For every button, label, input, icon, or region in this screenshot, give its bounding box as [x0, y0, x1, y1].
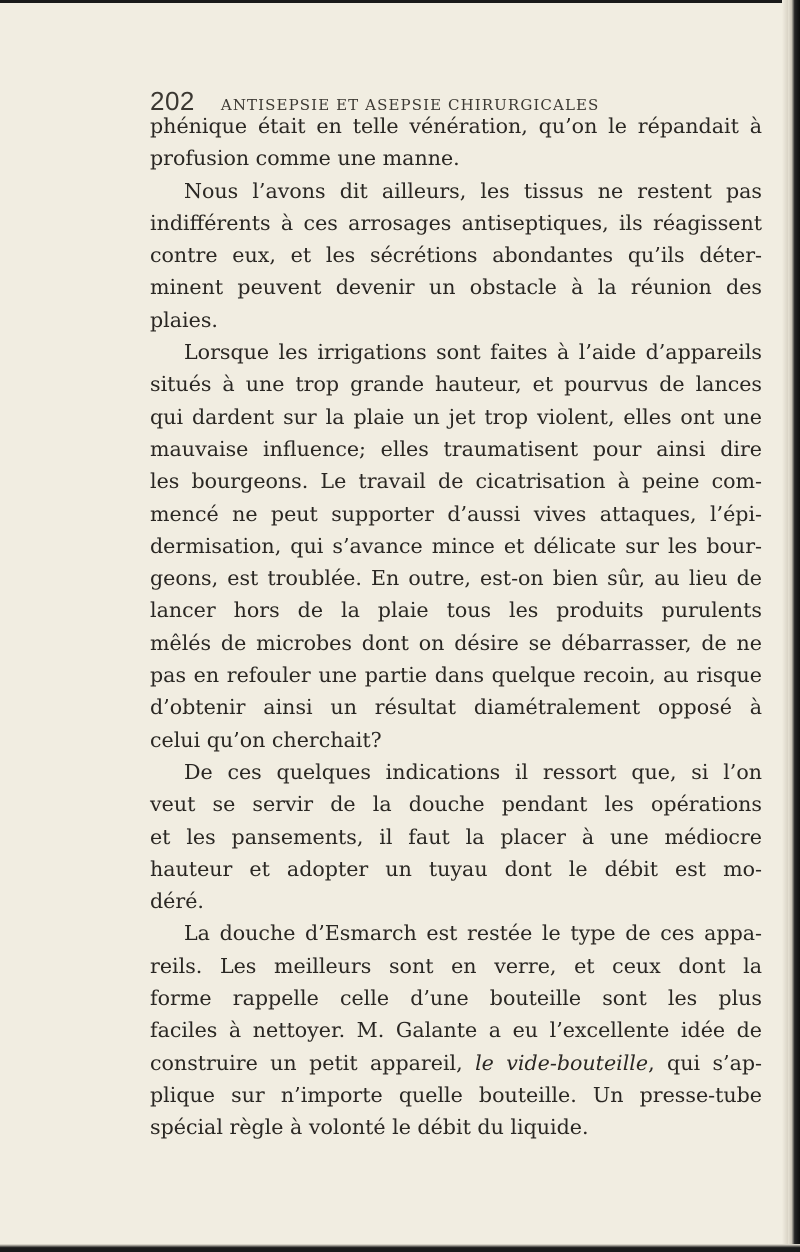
text-line: mauvaise influence; elles traumatisent pour ainsi dire [150, 436, 762, 461]
text-line: indifférents à ces arrosages antiseptiques, ils réagissent [150, 210, 762, 235]
text-line: lancer hors de la plaie tous les produits purulents [150, 598, 762, 623]
text-segment: , qui s’ap- [648, 1050, 762, 1075]
text-line: pas en refouler une partie dans quelque recoin, au risque [150, 663, 762, 688]
text-line: situés à une trop grande hauteur, et pourvus de lances [150, 372, 762, 397]
text-line: d’obtenir ainsi un résultat diamétralement opposé à [150, 695, 762, 720]
running-title: ANTISEPSIE ET ASEPSIE CHIRURGICALES [220, 96, 600, 114]
italic-term: le vide-bouteille [475, 1050, 649, 1075]
text-segment: construire un petit appareil, [150, 1050, 463, 1075]
text-line: contre eux, et les sécrétions abondantes qu’ils déter- [150, 243, 762, 268]
page-right-edge [788, 0, 800, 1252]
text-line: plique sur n’importe quelle bouteille. Un presse-tube [150, 1082, 762, 1107]
text-line: forme rappelle celle d’une bouteille sont les plus [150, 986, 762, 1011]
body-text [150, 110, 762, 1144]
text-line: les bourgeons. Le travail de cicatrisation à peine com- [150, 469, 762, 494]
text-line: faciles à nettoyer. M. Galante a eu l’excellente idée de [150, 1018, 762, 1043]
text-line-with-italic [150, 1047, 762, 1079]
text-line: dermisation, qui s’avance mince et délicate sur les bour- [150, 533, 762, 558]
text-line: profusion comme une manne. [150, 146, 460, 171]
text-line: celui qu’on cherchait? [150, 727, 382, 752]
text-line: déré. [150, 889, 204, 914]
page-bottom-edge [0, 1244, 800, 1252]
text-line: minent peuvent devenir un obstacle à la réunion des [150, 275, 762, 300]
text-line: geons, est troublée. En outre, est-on bien sûr, au lieu de [150, 566, 762, 591]
text-line: mencé ne peut supporter d’aussi vives attaques, l’épi- [150, 501, 762, 526]
text-line: Nous l’avons dit ailleurs, les tissus ne restent pas [184, 178, 762, 203]
text-line: et les pansements, il faut la placer à une médiocre [150, 824, 762, 849]
text-line: reils. Les meilleurs sont en verre, et ceux dont la [150, 953, 762, 978]
text-line: plaies. [150, 307, 218, 332]
text-line: phénique était en telle vénération, qu’on le répandait à [150, 114, 762, 138]
text-line: veut se servir de la douche pendant les opérations [150, 792, 762, 817]
text-line: La douche d’Esmarch est restée le type de ces appa- [184, 921, 762, 946]
page-top-corner [0, 0, 90, 8]
text-line: mêlés de microbes dont on désire se débarrasser, de ne [150, 630, 762, 655]
text-line: De ces quelques indications il ressort que, si l’on [184, 759, 762, 784]
page-number: 202 [150, 86, 195, 116]
text-line: spécial règle à volonté le débit du liquide. [150, 1115, 589, 1140]
text-line: qui dardent sur la plaie un jet trop violent, elles ont une [150, 404, 762, 429]
text-line: Lorsque les irrigations sont faites à l’aide d’appareils [184, 340, 762, 365]
page-top-edge [0, 0, 800, 3]
text-line: hauteur et adopter un tuyau dont le débit est mo- [150, 856, 762, 881]
